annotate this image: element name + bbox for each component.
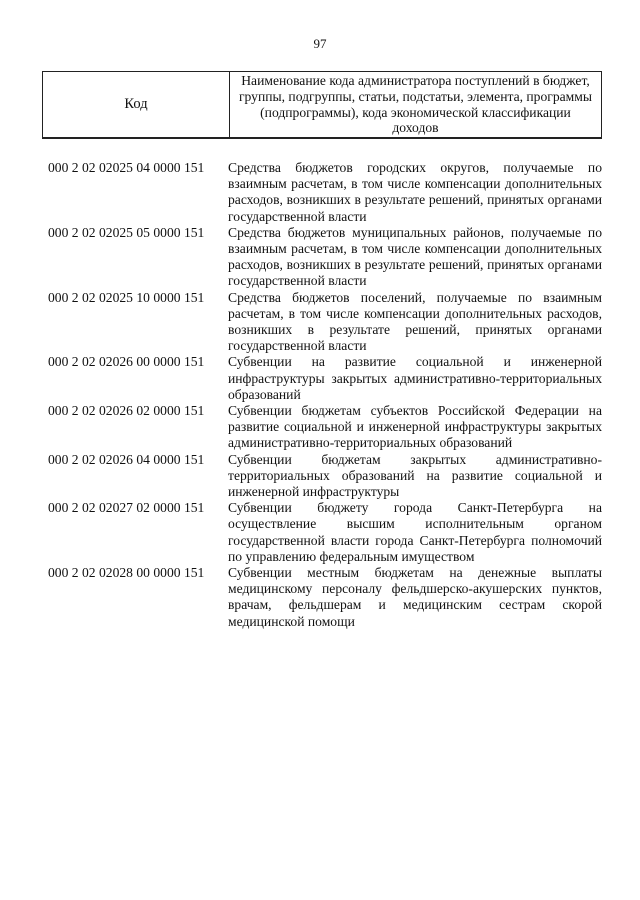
- row-code: 000 2 02 02025 04 0000 151: [48, 160, 205, 175]
- table-row: [48, 160, 602, 225]
- row-name: Субвенции местным бюджетам на денежные выплаты медицинскому персоналу фельдшерско-акушерских пунктов, врачам, фельдшерам и медицинским сестрам скорой медицинской помощи: [228, 565, 602, 629]
- table-row: [48, 452, 602, 501]
- column-header-name: Наименование кода администратора поступлений в бюджет, группы, подгруппы, статьи, подстатьи, элемента, программы (подпрограммы), кода экономической классификации доходов: [238, 73, 593, 136]
- row-code: 000 2 02 02028 00 0000 151: [48, 565, 205, 581]
- classification-table-header: [42, 71, 602, 139]
- row-code: 000 2 02 02026 04 0000 151: [48, 451, 205, 467]
- row-code: 000 2 02 02027 02 0000 151: [48, 500, 205, 516]
- row-name: Средства бюджетов городских округов, получаемые по взаимным расчетам, в том числе компенсации дополнительных расходов, возникших в результате решений, принятых органами государственной власти: [228, 160, 602, 224]
- row-code: 000 2 02 02025 05 0000 151: [48, 224, 205, 240]
- table-row: [48, 290, 602, 355]
- classification-table-body: [48, 160, 602, 630]
- table-row: [48, 403, 602, 452]
- row-code: 000 2 02 02026 00 0000 151: [48, 354, 205, 370]
- table-row: [48, 354, 602, 403]
- row-name: Субвенции бюджетам закрытых административно-территориальных образований на развитие социальной и инженерной инфраструктуры: [228, 451, 602, 500]
- row-name: Субвенции бюджетам субъектов Российской Федерации на развитие социальной и инженерной инфраструктуры закрытых административно-территориальных образований: [228, 403, 602, 451]
- row-name: Средства бюджетов поселений, получаемые по взаимным расчетам, в том числе компенсации дополнительных расходов, возникших в результате решений, принятых органами государственной власти: [228, 289, 602, 354]
- column-header-code: Код: [43, 72, 230, 137]
- table-row: [48, 225, 602, 290]
- row-code: 000 2 02 02025 10 0000 151: [48, 289, 205, 305]
- row-code: 000 2 02 02026 02 0000 151: [48, 403, 205, 419]
- row-name: Субвенции на развитие социальной и инженерной инфраструктуры закрытых административно-территориальных образований: [228, 354, 602, 402]
- row-name: Субвенции бюджету города Санкт-Петербурга на осуществление высшим исполнительным органом государственной власти города Санкт-Петербурга полномочий по управлению федеральным имуществом: [228, 500, 602, 564]
- page-number: 97: [313, 36, 327, 51]
- table-row: [48, 500, 602, 565]
- table-row: [48, 565, 602, 630]
- row-name: Средства бюджетов муниципальных районов, получаемые по взаимным расчетам, в том числе компенсации дополнительных расходов, возникших в результате решений, принятых органами государственной власти: [228, 224, 602, 289]
